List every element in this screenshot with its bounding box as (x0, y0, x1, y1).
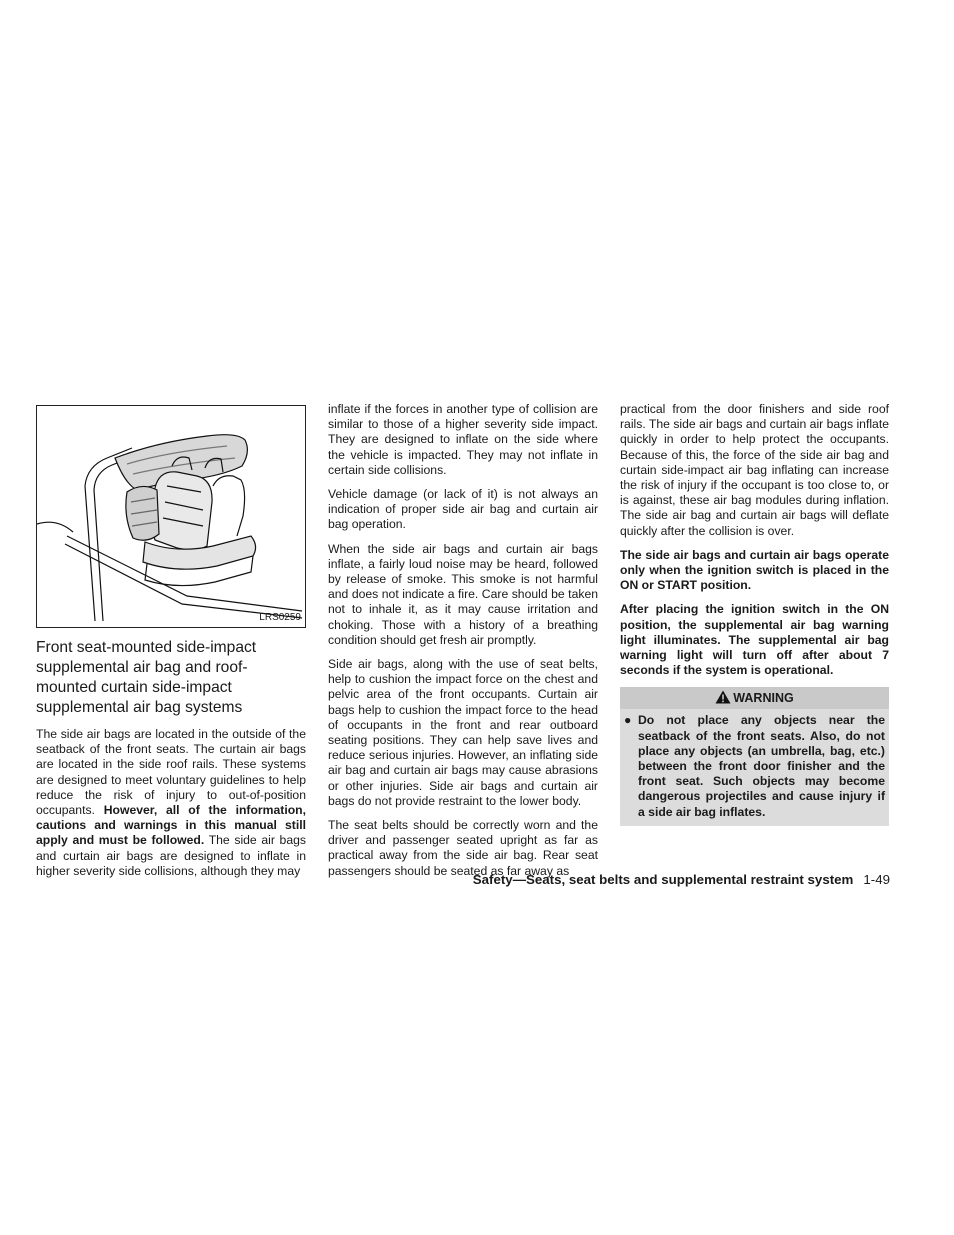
bold-paragraph: After placing the ignition switch in the ON position, the supplemental air bag warning light illuminates. The supplemental air bag warning light will turn off after about 7 seconds if the system is operational. (620, 602, 889, 678)
section-heading: Front seat-mounted side-impact supplemental air bag and roof-mounted curtain side-impact supplemental air bag systems (36, 639, 257, 716)
warning-box (620, 687, 889, 825)
bold-paragraph: The side air bags and curtain air bags operate only when the ignition switch is placed in the ON or START position. (620, 547, 889, 593)
column-3 (620, 402, 889, 826)
paragraph: inflate if the forces in another type of collision are similar to those of a higher severity side impact. They are designed to inflate on the side where the vehicle is impacted. They may not inflate in certain side collisions. (328, 402, 598, 477)
warning-text: Do not place any objects near the seatback of the front seats. Also, do not place any objects (an umbrella, bag, etc.) between the front door finisher and the front seat. Such objects may become dangerous projectiles and cause injury if a side air bag inflates. (638, 713, 885, 819)
paragraph: practical from the door finishers and side roof rails. The side air bags and curtain air bags inflate quickly in order to help protect the occupants. Because of this, the force of the side air bag and curtain side-impact air bag inflating can increase the risk of injury if the occupant is too close to, or is against, these air bag modules during inflation. The side air bag and curtain air bags will deflate quickly after the collision is over. (620, 402, 889, 538)
car-interior-illustration (37, 406, 305, 627)
intro-text: The side air bags are located in the outside of the seatback of the front seats. The curtain air bags are located in the side roof rails. These systems are designed to meet voluntary guidelines to help reduce the risk of injury to out-of-position occupants. (36, 727, 306, 818)
airbag-figure (36, 405, 306, 628)
warning-body (620, 709, 889, 825)
column-1 (36, 402, 306, 888)
paragraph: Vehicle damage (or lack of it) is not always an indication of proper side air bag and curtain air bag operation. (328, 487, 598, 532)
page-number: 1-49 (863, 872, 890, 887)
intro-paragraph (36, 727, 306, 879)
page-footer (473, 872, 890, 887)
footer-title: Safety—Seats, seat belts and supplemental restraint system (472, 872, 854, 887)
column-2 (328, 402, 598, 888)
bullet-icon: ● (624, 713, 632, 728)
warning-title: WARNING (733, 691, 794, 706)
intro-bold-text: However, all of the information, cautions and warnings in this manual still apply and must be followed. (36, 803, 307, 848)
intro-tail-text: The side air bags and curtain air bags are designed to inflate in higher severity side collisions, although they may (36, 833, 306, 878)
paragraph: The seat belts should be correctly worn and the driver and passenger seated upright as far as practical away from the side air bag. Rear seat passengers should be seated as far away as (328, 818, 598, 878)
paragraph: When the side air bags and curtain air bags inflate, a fairly loud noise may be heard, followed by release of smoke. This smoke is not harmful and does not indicate a fire. Care should be taken not to inhale it, as it may cause irritation and choking. Those with a history of a breathing condition should get fresh air promptly. (328, 541, 598, 647)
figure-code: LRS0259 (259, 611, 301, 623)
warning-header (620, 687, 889, 709)
warning-triangle-icon (715, 690, 731, 704)
paragraph: Side air bags, along with the use of seat belts, help to cushion the impact force on the chest and pelvic area of the front occupants. Curtain air bags help to cushion the impact force to the head of occupants in the front and rear outboard seating positions. They can help save lives and reduce serious injuries. However, an inflating side air bag and curtain air bags may cause abrasions or other injuries. Side air bags and curtain air bags do not provide restraint to the lower body. (328, 657, 598, 808)
